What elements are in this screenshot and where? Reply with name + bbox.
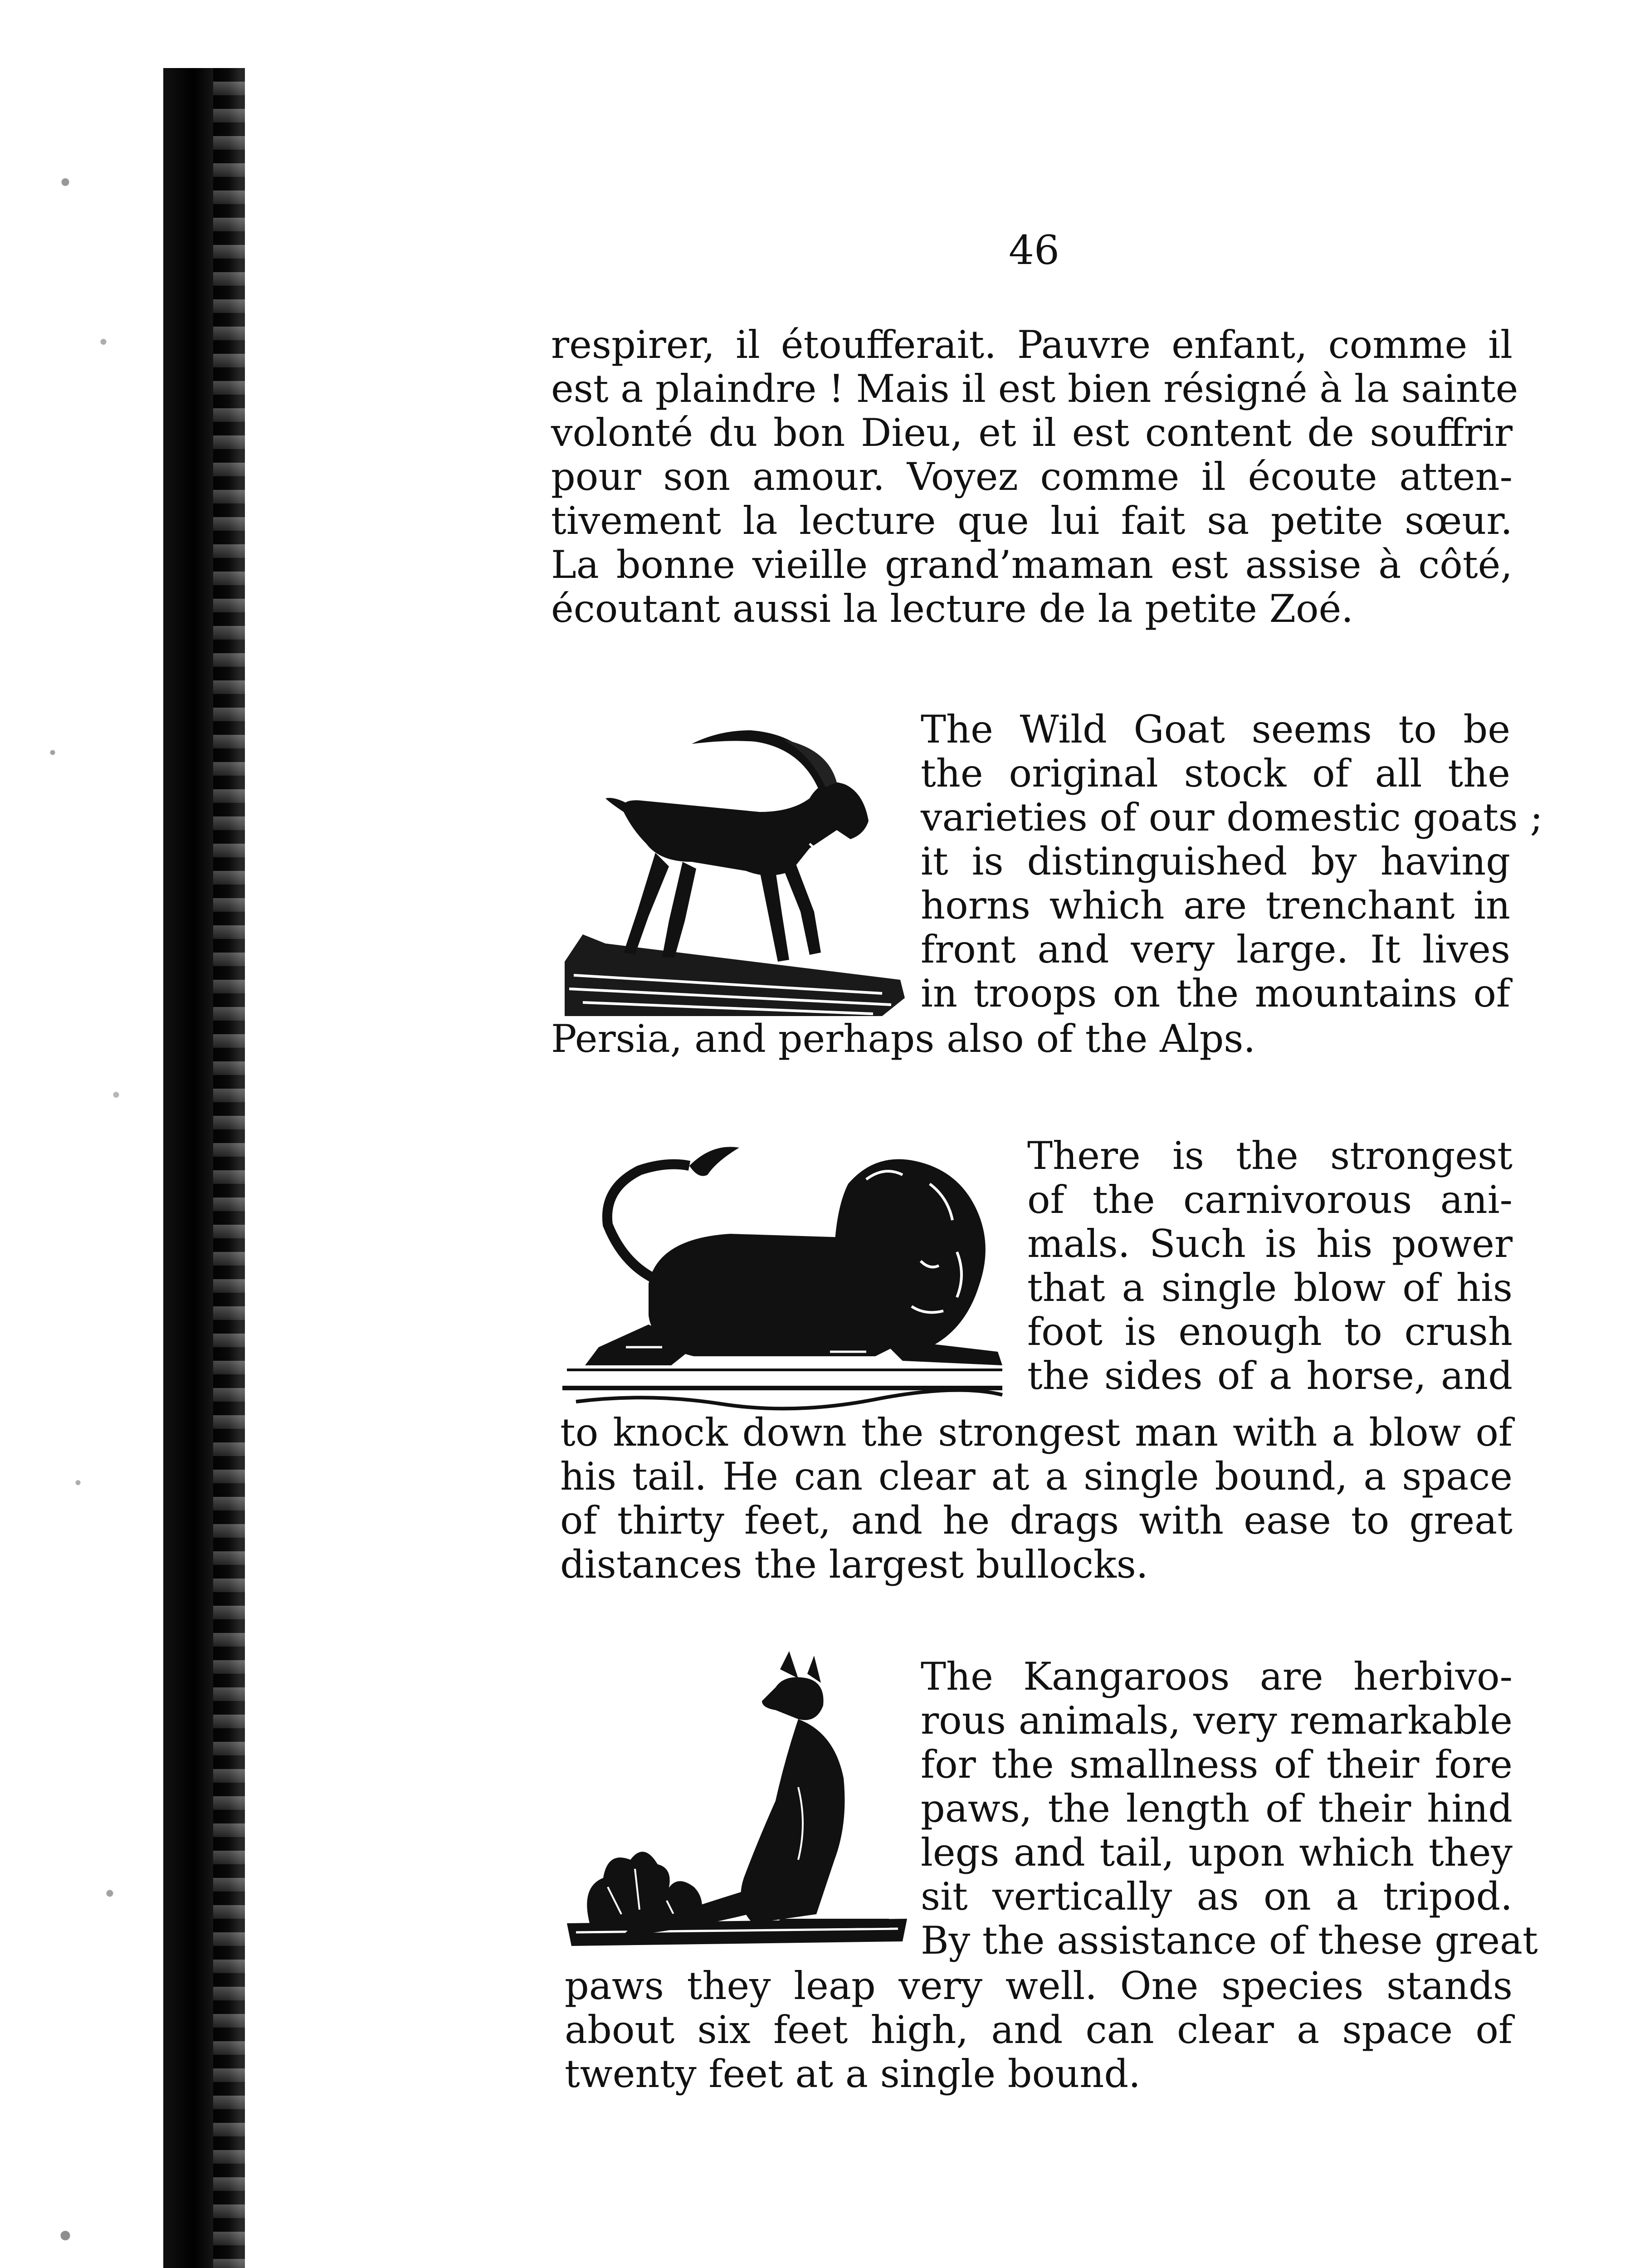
text-line: est a plaindre ! Mais il est bien résigné à la sainte — [551, 367, 1518, 411]
text-line: écoutant aussi la lecture de la petite Zoé. — [551, 587, 1353, 631]
text-line: mals. Such is his power — [1027, 1222, 1513, 1266]
text-line: it is distinguished by having — [921, 839, 1510, 884]
text-line: in troops on the mountains of — [921, 971, 1510, 1016]
wild-goat-illustration — [556, 708, 909, 1025]
text-line: paws they leap very well. One species stands — [565, 1964, 1513, 2008]
text-line: horns which are trenchant in — [921, 883, 1510, 928]
kangaroo-paragraph-tail — [565, 1964, 1513, 2096]
text-line: about six feet high, and can clear a space of — [565, 2008, 1513, 2052]
text-line: for the smallness of their fore — [921, 1742, 1513, 1787]
kangaroo-paragraph-side — [921, 1654, 1538, 1963]
text-line: the original stock of all the — [921, 751, 1510, 796]
text-line: varieties of our domestic goats ; — [921, 795, 1543, 840]
text-line: foot is enough to crush — [1027, 1310, 1513, 1354]
intro-paragraph — [551, 323, 1518, 631]
text-line: The Kangaroos are herbivo- — [921, 1654, 1513, 1699]
lion-paragraph-side — [1027, 1134, 1513, 1398]
goat-paragraph-side — [921, 707, 1543, 1016]
text-line: his tail. He can clear at a single bound, a space — [560, 1454, 1513, 1499]
text-line: paws, the length of their hind — [921, 1786, 1513, 1831]
text-line: pour son amour. Voyez comme il écoute atten- — [551, 455, 1513, 499]
text-line: respirer, il étoufferait. Pauvre enfant, comme il — [551, 323, 1513, 367]
text-line: rous animals, very remarkable — [921, 1698, 1513, 1743]
text-line: sit vertically as on a tripod. — [921, 1874, 1513, 1919]
text-line: of thirty feet, and he drags with ease to great — [560, 1498, 1513, 1543]
text-line: distances the largest bullocks. — [560, 1542, 1148, 1587]
text-line: the sides of a horse, and — [1027, 1354, 1513, 1398]
text-line: front and very large. It lives — [921, 927, 1510, 972]
text-line: La bonne vieille grand’maman est assise à côté, — [551, 543, 1513, 587]
text-line: legs and tail, upon which they — [921, 1830, 1513, 1875]
text-line: The Wild Goat seems to be — [921, 707, 1510, 752]
scan-speckle — [27, 68, 154, 2268]
text-line: Persia, and perhaps also of the Alps. — [551, 1017, 1256, 1061]
text-line: that a single blow of his — [1027, 1266, 1513, 1310]
text-line: By the assistance of these great — [921, 1918, 1538, 1963]
text-line: to knock down the strongest man with a blow of — [560, 1410, 1513, 1455]
lion-illustration — [558, 1134, 1011, 1415]
text-line: There is the strongest — [1027, 1134, 1513, 1178]
text-line: of the carnivorous ani- — [1027, 1178, 1513, 1222]
goat-paragraph-tail — [551, 1017, 1513, 1061]
kangaroo-illustration — [562, 1651, 912, 1969]
lion-paragraph-tail — [560, 1411, 1513, 1587]
binding-edge — [213, 68, 245, 2268]
text-line: twenty feet at a single bound. — [565, 2052, 1141, 2096]
text-line: volonté du bon Dieu, et il est content de souffrir — [551, 411, 1513, 455]
text-line: tivement la lecture que lui fait sa petite sœur. — [551, 499, 1513, 543]
page-number: 46 — [1009, 227, 1059, 274]
